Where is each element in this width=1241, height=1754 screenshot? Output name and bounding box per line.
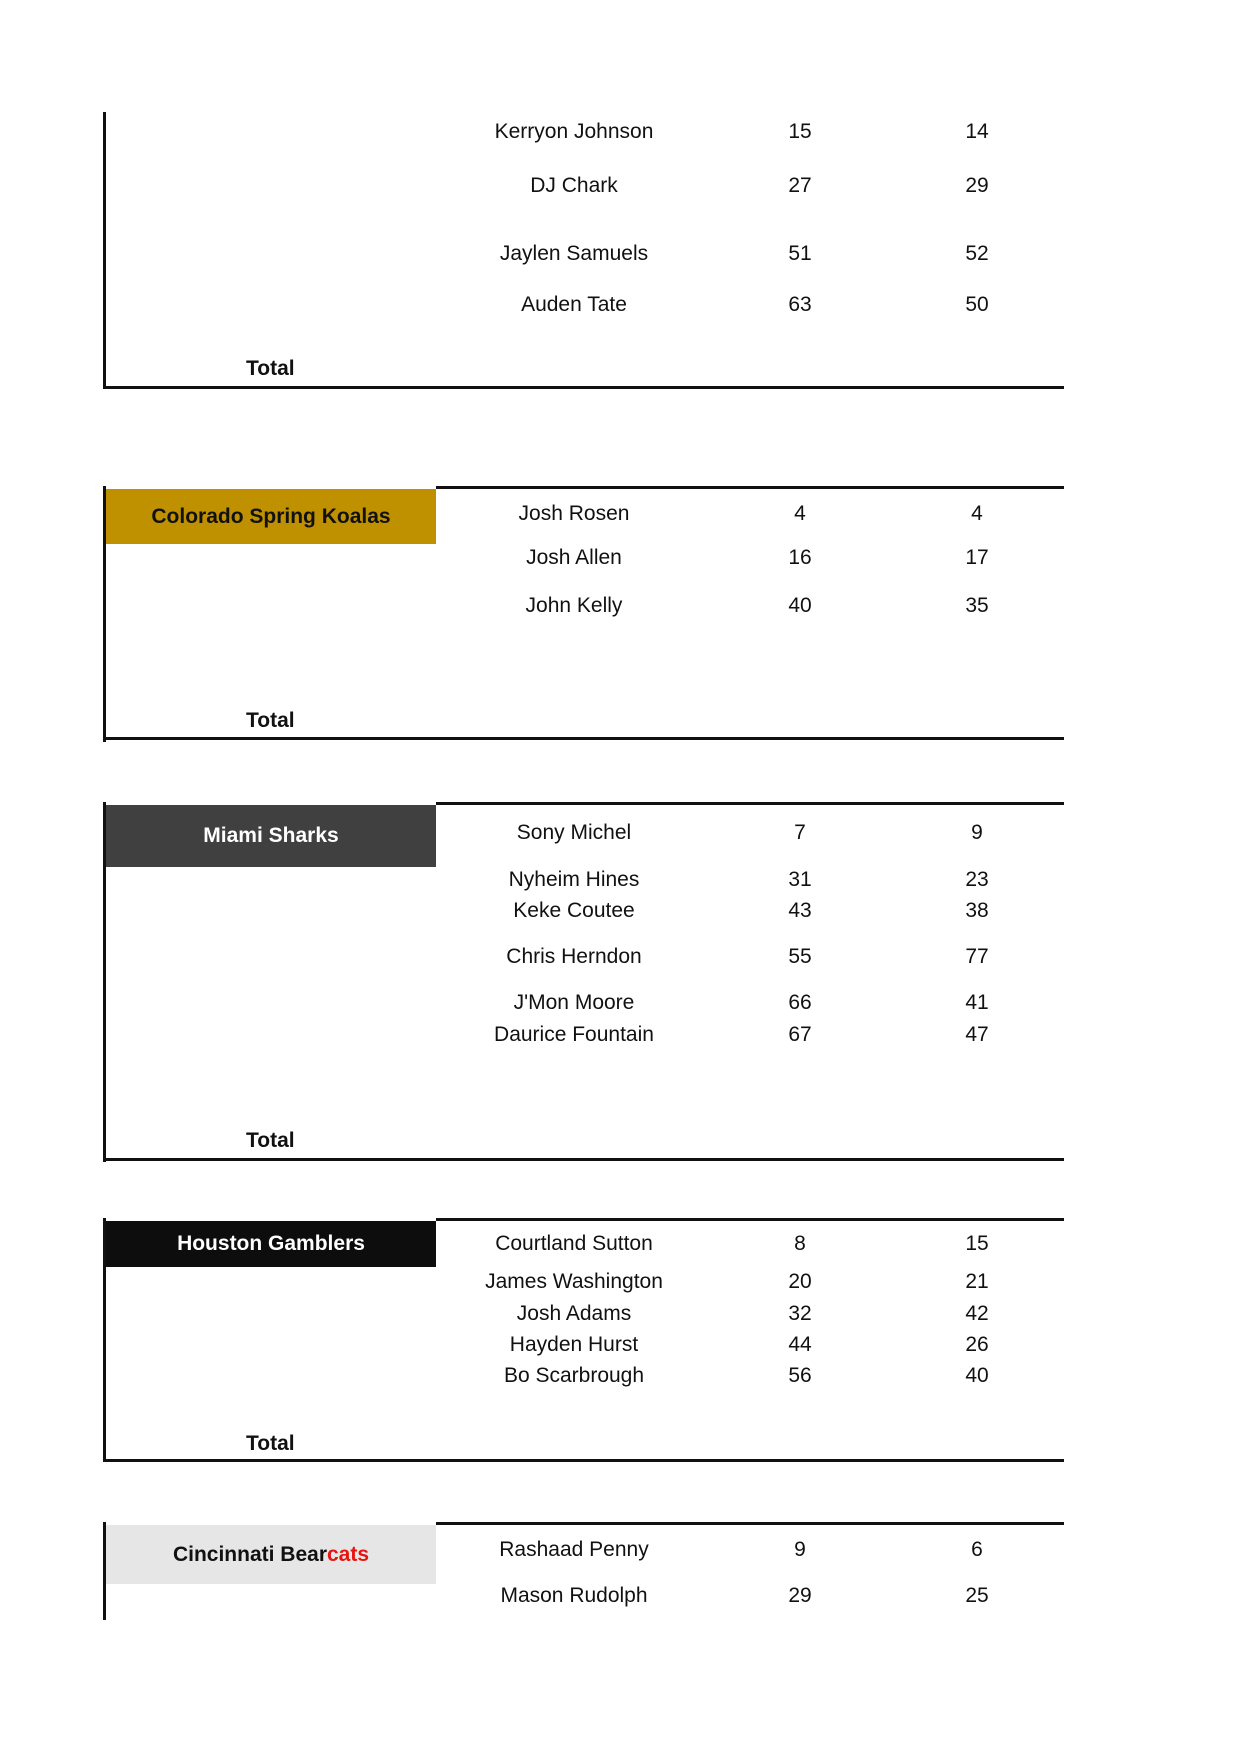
player-value-2: 17	[965, 546, 989, 569]
player-name: Courtland Sutton	[495, 1232, 653, 1255]
team-header: Miami Sharks	[106, 805, 436, 867]
player-value-1: 9	[794, 1538, 806, 1561]
player-name: Kerryon Johnson	[494, 120, 654, 143]
player-value-2: 42	[965, 1302, 989, 1325]
player-value-2: 50	[965, 293, 989, 316]
team-header: Colorado Spring Koalas	[106, 489, 436, 544]
total-label: Total	[246, 709, 295, 732]
team-header	[106, 1525, 436, 1584]
player-name: J'Mon Moore	[513, 991, 635, 1014]
team-name-part: Cincinnati Bear	[172, 1542, 327, 1566]
player-value-1: 20	[788, 1270, 812, 1293]
top-border	[436, 802, 1064, 805]
player-name: DJ Chark	[530, 174, 618, 197]
player-value-2: 29	[965, 174, 989, 197]
player-value-2: 21	[965, 1270, 989, 1293]
player-value-2: 38	[965, 899, 989, 922]
player-value-1: 29	[788, 1584, 812, 1607]
player-name: Josh Adams	[516, 1302, 632, 1325]
player-value-2: 41	[965, 991, 989, 1014]
player-name: James Washington	[485, 1270, 663, 1293]
player-value-1: 55	[788, 945, 812, 968]
player-value-2: 23	[965, 868, 989, 891]
player-value-1: 44	[788, 1333, 812, 1356]
player-name: Josh Rosen	[518, 502, 630, 525]
player-value-1: 66	[788, 991, 812, 1014]
player-value-1: 56	[788, 1364, 812, 1387]
player-name: Keke Coutee	[513, 899, 635, 922]
player-value-1: 8	[794, 1232, 806, 1255]
player-value-2: 77	[965, 945, 989, 968]
team-header: Houston Gamblers	[106, 1221, 436, 1267]
player-value-2: 52	[965, 242, 989, 265]
total-label: Total	[246, 1129, 295, 1152]
bottom-border	[103, 1158, 1064, 1161]
player-name: Sony Michel	[516, 821, 632, 844]
top-border	[436, 1218, 1064, 1221]
total-label: Total	[246, 357, 295, 380]
player-value-1: 7	[794, 821, 806, 844]
player-value-1: 40	[788, 594, 812, 617]
left-border	[103, 112, 106, 388]
player-value-2: 9	[971, 821, 983, 844]
top-border	[436, 1522, 1064, 1525]
player-value-2: 47	[965, 1023, 989, 1046]
total-label: Total	[246, 1432, 295, 1455]
player-value-1: 32	[788, 1302, 812, 1325]
player-value-2: 26	[965, 1333, 989, 1356]
bottom-border	[103, 386, 1064, 389]
bottom-border	[103, 1459, 1064, 1462]
top-border	[436, 486, 1064, 489]
player-name: Nyheim Hines	[508, 868, 640, 891]
player-value-1: 31	[788, 868, 812, 891]
team-name-accent: cats	[327, 1542, 370, 1566]
player-value-1: 16	[788, 546, 812, 569]
player-name: Chris Herndon	[506, 945, 642, 968]
player-name: Rashaad Penny	[499, 1538, 649, 1561]
player-value-2: 15	[965, 1232, 989, 1255]
player-name: John Kelly	[525, 594, 623, 617]
player-name: Daurice Fountain	[494, 1023, 654, 1046]
player-value-2: 40	[965, 1364, 989, 1387]
player-value-2: 35	[965, 594, 989, 617]
player-name: Jaylen Samuels	[499, 242, 649, 265]
player-value-2: 14	[965, 120, 989, 143]
player-name: Auden Tate	[521, 293, 627, 316]
player-value-1: 67	[788, 1023, 812, 1046]
player-value-1: 4	[794, 502, 806, 525]
player-value-2: 6	[971, 1538, 983, 1561]
player-value-1: 51	[788, 242, 812, 265]
player-value-1: 27	[788, 174, 812, 197]
player-value-2: 25	[965, 1584, 989, 1607]
player-value-1: 43	[788, 899, 812, 922]
player-name: Josh Allen	[526, 546, 622, 569]
player-value-1: 63	[788, 293, 812, 316]
player-name: Bo Scarbrough	[503, 1364, 645, 1387]
bottom-border	[103, 737, 1064, 740]
player-name: Mason Rudolph	[500, 1584, 648, 1607]
player-value-2: 4	[971, 502, 983, 525]
player-value-1: 15	[788, 120, 812, 143]
player-name: Hayden Hurst	[509, 1333, 639, 1356]
